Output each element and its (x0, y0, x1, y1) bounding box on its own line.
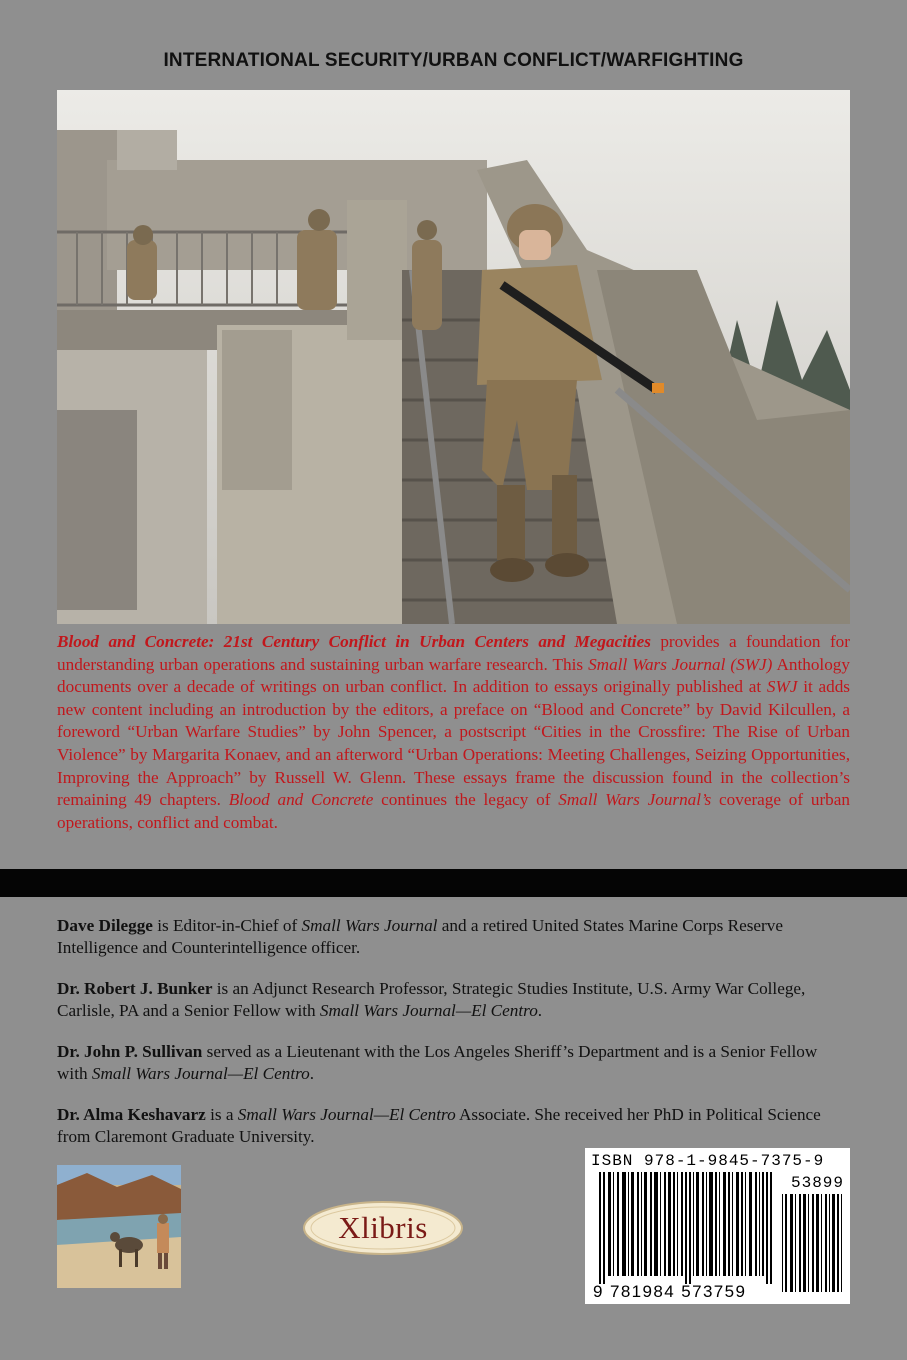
series-heading: INTERNATIONAL SECURITY/URBAN CONFLICT/WARFIGHTING (163, 50, 744, 71)
description-text: coverage of urban operations, conflict and combat. (57, 790, 850, 832)
divider-band (0, 869, 907, 897)
bio-name: Dave Dilegge (57, 916, 153, 935)
author-photo (57, 1165, 181, 1288)
bio-name: Dr. Robert J. Bunker (57, 979, 213, 998)
bio-italic: Small Wars Journal—El Centro (319, 1001, 538, 1020)
bio-text: is an Adjunct Research Professor, Strategic Studies Institute, U.S. Army War College, Carlisle, PA and a Senior Fellow with (57, 979, 806, 1020)
bio-text: served as a Lieutenant with the Los Angeles Sheriff’s Department and is a Senior Fellow with (57, 1042, 818, 1083)
book-title: Blood and Concrete: 21st Century Conflict in Urban Centers and Megacities (57, 632, 651, 651)
description-text: Anthology documents over a decade of writings on urban conflict. In addition to essays originally published at (57, 654, 850, 697)
bio-keshavarz (57, 1104, 850, 1148)
cover-photo-soldiers (57, 90, 850, 624)
bio-text: Associate. She received her PhD in Political Science from Claremont Graduate University. (57, 1105, 821, 1146)
bio-italic: Small Wars Journal (301, 916, 438, 935)
description-italic: SWJ (766, 677, 798, 697)
bio-bunker (57, 978, 850, 1022)
bio-name: Dr. Alma Keshavarz (57, 1105, 206, 1124)
publisher-logo-text: Xlibris (338, 1210, 428, 1245)
isbn-barcode (585, 1148, 850, 1304)
bio-text: and a retired United States Marine Corps Reserve Intelligence and Counterintelligence officer. (57, 916, 784, 957)
publisher-logo (302, 1200, 464, 1256)
bio-name: Dr. John P. Sullivan (57, 1042, 203, 1061)
bio-sullivan (57, 1041, 850, 1085)
book-description (57, 631, 850, 834)
bio-dilegge (57, 915, 850, 959)
bio-text: is Editor-in-Chief of (152, 916, 302, 935)
editor-bios (57, 915, 850, 1167)
isbn-label: ISBN 978-1-9845-7375-9 (591, 1152, 825, 1170)
bio-text: . (309, 1064, 315, 1083)
bio-text: is a (205, 1105, 238, 1124)
bio-text: . (537, 1001, 543, 1020)
barcode-addon-number: 53899 (790, 1174, 844, 1192)
bio-italic: Small Wars Journal—El Centro (91, 1064, 310, 1083)
ean-number: 9 781984 573759 (593, 1282, 747, 1301)
description-text: it adds new content including an introduction by the editors, a preface on “Blood and Concrete” by David Kilcullen, a foreword “Urban Warfare Studies” by John Spencer, a postscript “Cities in the Crossfire: The Rise of Urban Violence” by Margarita Konaev, and an afterword “Urban Operations: Meeting Challenges, Seizing Opportunities, Improving the Approach” by Russell W. Glenn. These essays frame the discussion found in the collection’s remaining 49 chapters. (57, 677, 850, 810)
description-italic: Small Wars Journal (SWJ) (588, 654, 773, 674)
description-italic: Small Wars Journal’s (558, 790, 712, 810)
description-italic: Blood and Concrete (228, 790, 374, 810)
description-text: continues the legacy of (373, 790, 559, 810)
description-text: provides a foundation for understanding urban operations and sustaining urban warfare research. This (57, 632, 850, 674)
bio-italic: Small Wars Journal—El Centro (237, 1105, 456, 1124)
